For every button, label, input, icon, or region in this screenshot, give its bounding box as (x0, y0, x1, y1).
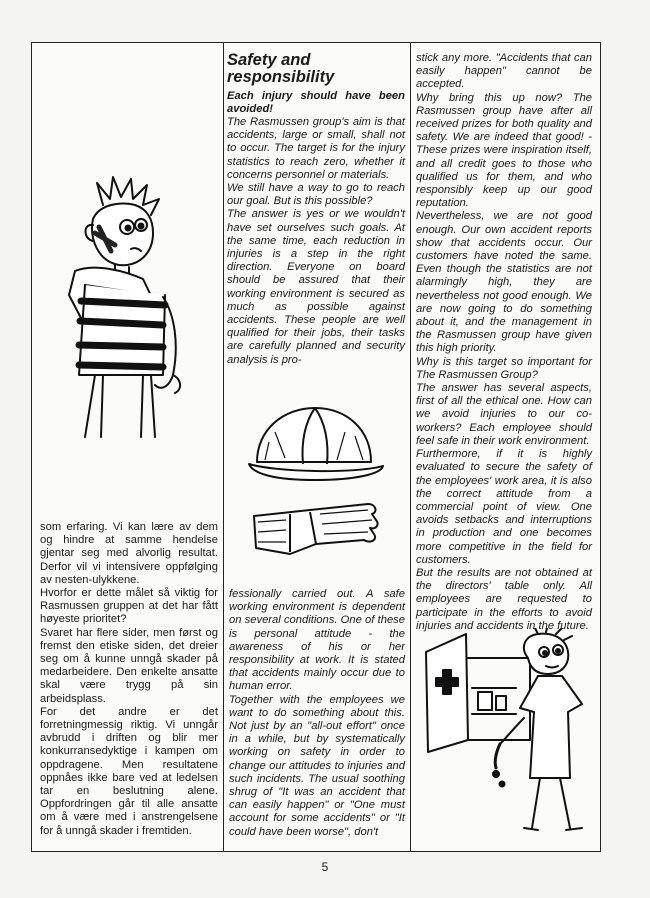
work-gloves-illustration (250, 496, 380, 562)
article-title-line1: Safety and (227, 51, 311, 69)
column-divider-right (410, 42, 411, 852)
right-paragraph: Furthermore, if it is highly evaluated to secure the safety of the employees' work area, it is also the correct attitude from a commercial point of view. One avoids setbacks and interruptions in production and one becomes more competitive in the field for customers. (416, 448, 592, 566)
page-number: 5 (321, 860, 329, 874)
middle-paragraph: fessionally carried out. A safe working environment is dependent on several conditions. One of these is personal attitude - the awareness of his or her responsibility at work. It is stated that accidents mainly occur due to human error. (229, 588, 405, 693)
hard-hat-illustration (245, 402, 385, 482)
column-divider-left (223, 42, 224, 852)
middle-column-bottom (229, 588, 405, 839)
article-title-line2: responsibility (227, 68, 335, 86)
article-title (227, 52, 405, 86)
right-column (416, 52, 592, 633)
middle-paragraph: The Rasmussen group's aim is that accidents, large or small, shall not to occur. The target is for the injury statistics to reach zero, whether it concerns personnel or materials. (227, 116, 405, 181)
right-paragraph: Why bring this up now? The Rasmussen group have after all received prizes for both quality and safety. We are indeed that good! - These prizes were inspiration itself, and all credit goes to those who qualified us for them, and who responsibly keep up our good reputation. (416, 91, 592, 210)
middle-paragraph: We still have a way to go to reach our goal. But is this possible? (227, 182, 405, 208)
middle-paragraph: The answer is yes or we wouldn't have set ourselves such goals. At the same time, each reduction in injuries is a step in the right direction. Everyone on board should be assured that their working environment is secured as much as possible against accidents. These people are well qualified for their jobs, their tasks are carefully planned and security analysis is pro- (227, 208, 405, 366)
left-paragraph: Svaret har flere sider, men først og fremst den etiske siden, det dreier seg om å kunne unngå skader på medarbeidere. Den enkelte ansatte skal være trygg på sin arbeidsplass. (40, 626, 218, 705)
middle-paragraph: Together with the employees we want to do something about this. Not just by an "all-out effort" once in a while, but by systematically working on safety in order to change our attitudes to injuries and such incidents. The usual soothing shrug of "It was an accident that can easily happen" or "One must account for some accidents" or "It could have been worse", don't (229, 693, 405, 838)
left-paragraph: som erfaring. Vi kan lære av dem og hindre at samme hendelse gjentar seg med alvorlig resultat. Derfor vil vi intensivere oppfølging av nesten-ulykkene. (40, 521, 218, 586)
right-paragraph: The answer has several aspects, first of all the ethical one. How can we avoid injuries to our co-workers? Each employee should feel safe in their work environment. (416, 382, 592, 447)
left-paragraph: For det andre er det forretningmessig riktig. Vi unngår avbrudd i driften og blir mer konkurransedyktige i kampen om oppdragene. Men resultatene oppnåes ikke bare ved at ledelsen tar en beslutning alene. Oppfordringen går til alle ansatte om å være med i anstrengelsene for å unngå skader i fremtiden. (40, 705, 218, 837)
injured-worker-illustration (55, 175, 195, 445)
article-lead: Each injury should have been avoided! (227, 90, 405, 115)
left-paragraph: Hvorfor er dette målet så viktig for Rasmussen gruppen at det har fått høyeste prioritet? (40, 587, 218, 626)
right-paragraph: But the results are not obtained at the directors' table only. All employees are requested to participate in the efforts to avoid injuries and accidents in the future. (416, 566, 592, 632)
left-column (40, 521, 218, 838)
right-paragraph: stick any more. "Accidents that can easily happen" cannot be accepted. (416, 52, 592, 91)
first-aid-cabinet-illustration (420, 628, 598, 838)
right-paragraph: Nevertheless, we are not good enough. Our own accident reports show that accidents occur. Our customers have noted the same. Even though the statistics are not alarmingly high, they are nevertheless not good enough. We are now going to do something about it, and the management in the Rasmussen group have given this high priority. (416, 210, 592, 355)
right-paragraph: Why is this target so important for The Rasmussen Group? (416, 355, 592, 381)
middle-column-top (227, 52, 405, 367)
